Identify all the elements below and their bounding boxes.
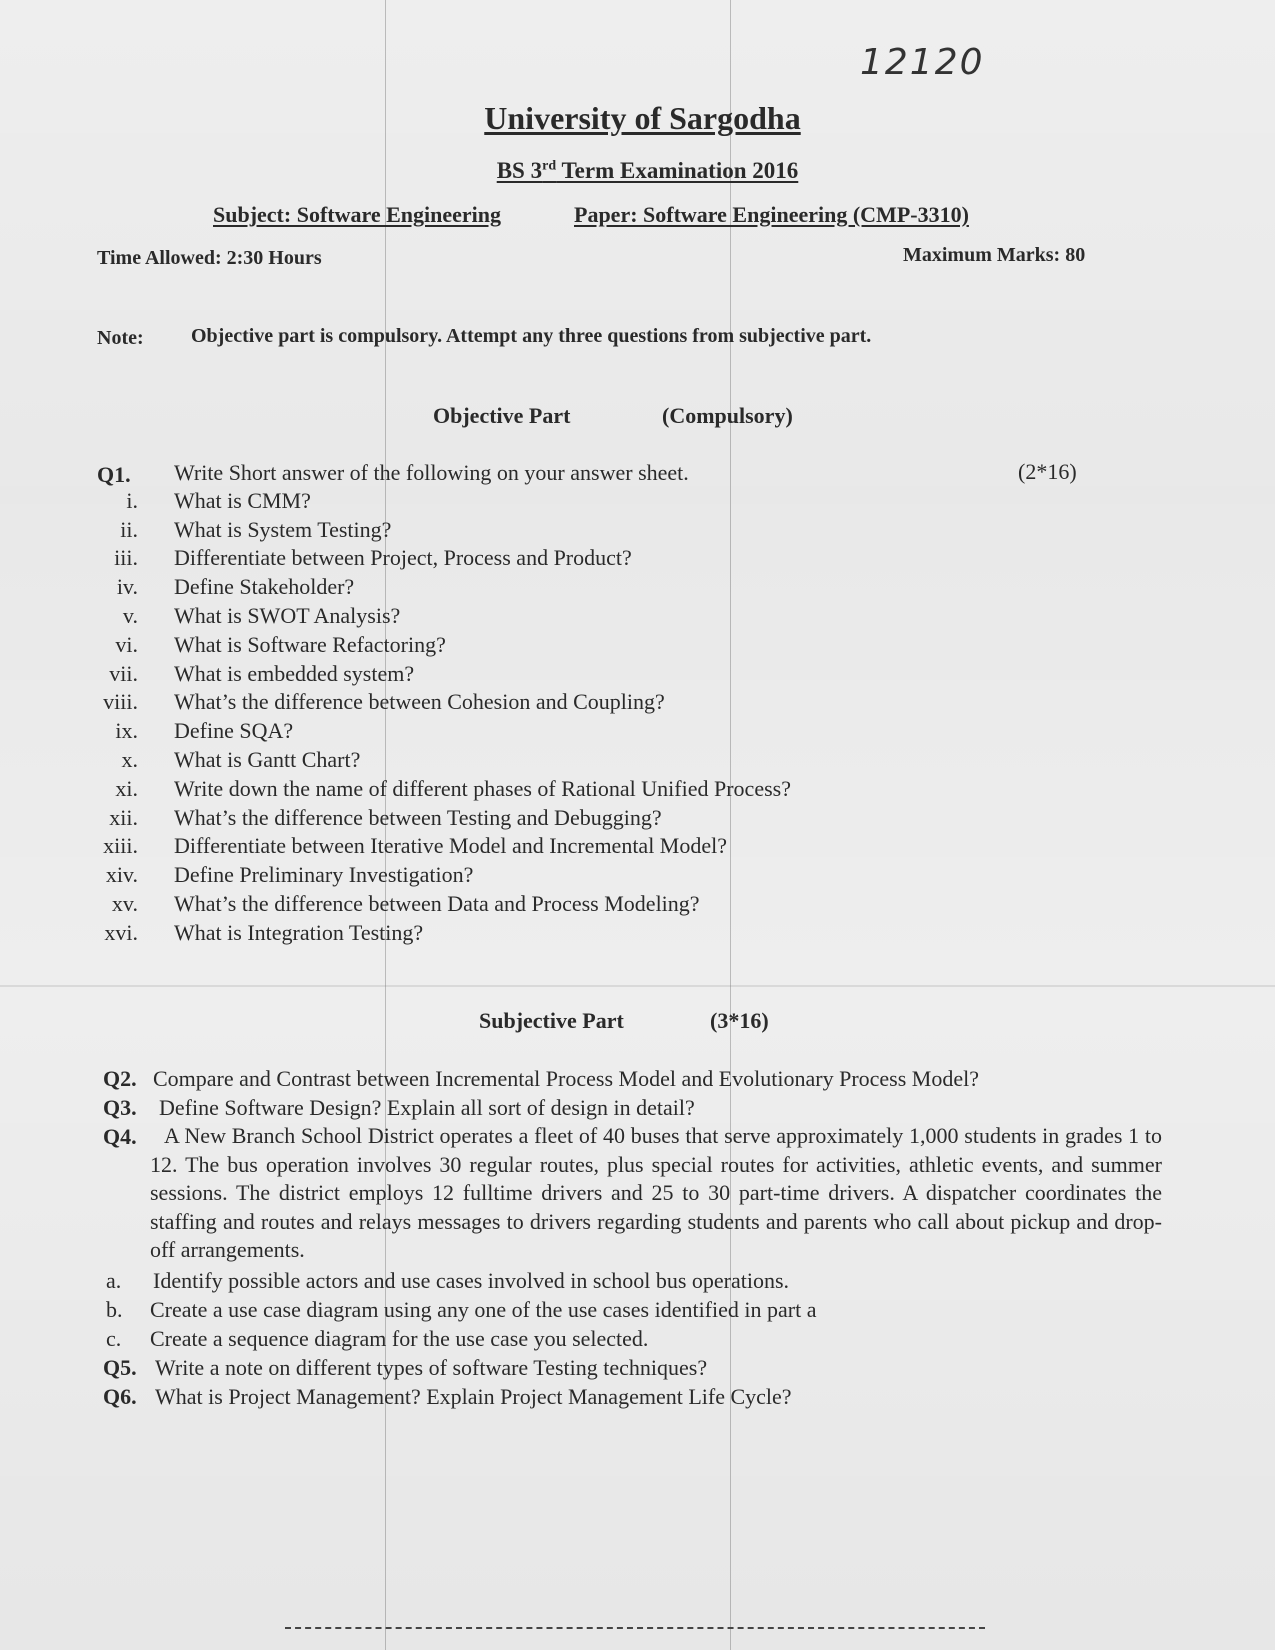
q1-item-number: viii. xyxy=(103,689,138,714)
q1-label: Q1. xyxy=(97,462,131,487)
q6-label: Q6. xyxy=(103,1384,137,1409)
handwritten-number: 12120 xyxy=(860,42,985,83)
q4-part-text: Create a use case diagram using any one of the use cases identified in part a xyxy=(150,1297,817,1322)
q1-text: Write Short answer of the following on your answer sheet. xyxy=(174,460,689,485)
q3-label: Q3. xyxy=(103,1095,137,1120)
q4-part-label: a. xyxy=(106,1268,122,1293)
q4-part-label: c. xyxy=(106,1326,122,1351)
q5-label: Q5. xyxy=(103,1355,137,1380)
subject-label: Subject: Software Engineering xyxy=(213,202,502,227)
q1-item-text: Differentiate between Project, Process and Product? xyxy=(174,545,632,570)
q1-item-number: xv. xyxy=(111,891,138,916)
q4-text: A New Branch School District operates a fleet of 40 buses that serve approximately 1,000 students in grades 1 to 12. The bus operation involves 30 regular routes, plus special routes for activities, athletic events, and summer sessions. The district employs 12 fulltime drivers and 25 to 30 part-time drivers. A dispatcher coordinates the staffing and routes and relays messages to drivers regarding students and parents who call about pickup and drop-off arrangements. xyxy=(150,1123,1162,1262)
q4-part-text: Identify possible actors and use cases involved in school bus operations. xyxy=(153,1268,790,1293)
q1-item-number: xvi. xyxy=(104,920,138,945)
subjective-marks: (3*16) xyxy=(710,1008,769,1033)
q1-item-number: iii. xyxy=(114,545,138,570)
q1-item-number: xiii. xyxy=(103,833,138,858)
q1-item-text: What is Gantt Chart? xyxy=(174,747,361,772)
q1-item-number: i. xyxy=(126,488,138,513)
q1-item-text: What is Integration Testing? xyxy=(174,920,424,945)
q1-item-text: Differentiate between Iterative Model and Incremental Model? xyxy=(174,833,728,858)
q1-item-text: What’s the difference between Cohesion and Coupling? xyxy=(174,689,665,714)
end-dashed-line xyxy=(285,1627,985,1629)
q1-item-number: xii. xyxy=(109,805,138,830)
q1-item-number: iv. xyxy=(116,574,138,599)
q1-item-text: Define Preliminary Investigation? xyxy=(174,862,474,887)
q2-text: Compare and Contrast between Incremental Process Model and Evolutionary Process Model? xyxy=(153,1066,979,1091)
q1-item-text: What’s the difference between Data and Process Modeling? xyxy=(174,891,700,916)
q1-item-number: vii. xyxy=(109,661,138,686)
q6-text: What is Project Management? Explain Project Management Life Cycle? xyxy=(155,1384,792,1409)
exam-title-suffix: Term Examination 2016 xyxy=(556,158,799,183)
subjective-title: Subjective Part xyxy=(479,1008,624,1033)
q1-marks: (2*16) xyxy=(1018,459,1077,484)
fold-crease-horizontal xyxy=(0,985,1275,987)
q1-item-text: What is embedded system? xyxy=(174,661,415,686)
maximum-marks: Maximum Marks: 80 xyxy=(903,244,1086,266)
q1-item-text: Define Stakeholder? xyxy=(174,574,355,599)
q1-item-text: What is CMM? xyxy=(174,488,311,513)
exam-title xyxy=(0,158,1275,184)
note-text: Objective part is compulsory. Attempt any three questions from subjective part. xyxy=(191,325,872,347)
q4-part-text: Create a sequence diagram for the use case you selected. xyxy=(150,1326,649,1351)
q1-item-number: x. xyxy=(121,747,138,772)
q4-part-label: b. xyxy=(106,1297,123,1322)
q1-item-text: What’s the difference between Testing and Debugging? xyxy=(174,805,662,830)
exam-title-prefix: BS 3 xyxy=(496,158,543,183)
university-title: University of Sargodha xyxy=(484,100,801,136)
q2-label: Q2. xyxy=(103,1066,137,1091)
exam-title-superscript: rd xyxy=(542,158,557,174)
q5-text: Write a note on different types of software Testing techniques? xyxy=(155,1355,708,1380)
objective-title: Objective Part xyxy=(433,403,571,428)
q1-item-text: Write down the name of different phases of Rational Unified Process? xyxy=(174,776,791,801)
note-label: Note: xyxy=(97,327,144,349)
q1-item-number: ii. xyxy=(120,517,138,542)
q3-text: Define Software Design? Explain all sort of design in detail? xyxy=(159,1095,695,1120)
q1-item-number: xiv. xyxy=(105,862,138,887)
q1-item-text: What is System Testing? xyxy=(174,517,392,542)
time-allowed: Time Allowed: 2:30 Hours xyxy=(97,247,322,269)
q1-item-number: v. xyxy=(122,603,138,628)
q1-item-number: ix. xyxy=(115,718,138,743)
q1-item-number: vi. xyxy=(115,632,138,657)
q1-item-text: What is Software Refactoring? xyxy=(174,632,446,657)
q1-item-number: xi. xyxy=(115,776,138,801)
q1-item-text: Define SQA? xyxy=(174,718,294,743)
paper-label: Paper: Software Engineering (CMP-3310) xyxy=(574,202,969,227)
objective-qualifier: (Compulsory) xyxy=(662,403,793,428)
q4-label: Q4. xyxy=(103,1124,137,1149)
q1-item-text: What is SWOT Analysis? xyxy=(174,603,401,628)
